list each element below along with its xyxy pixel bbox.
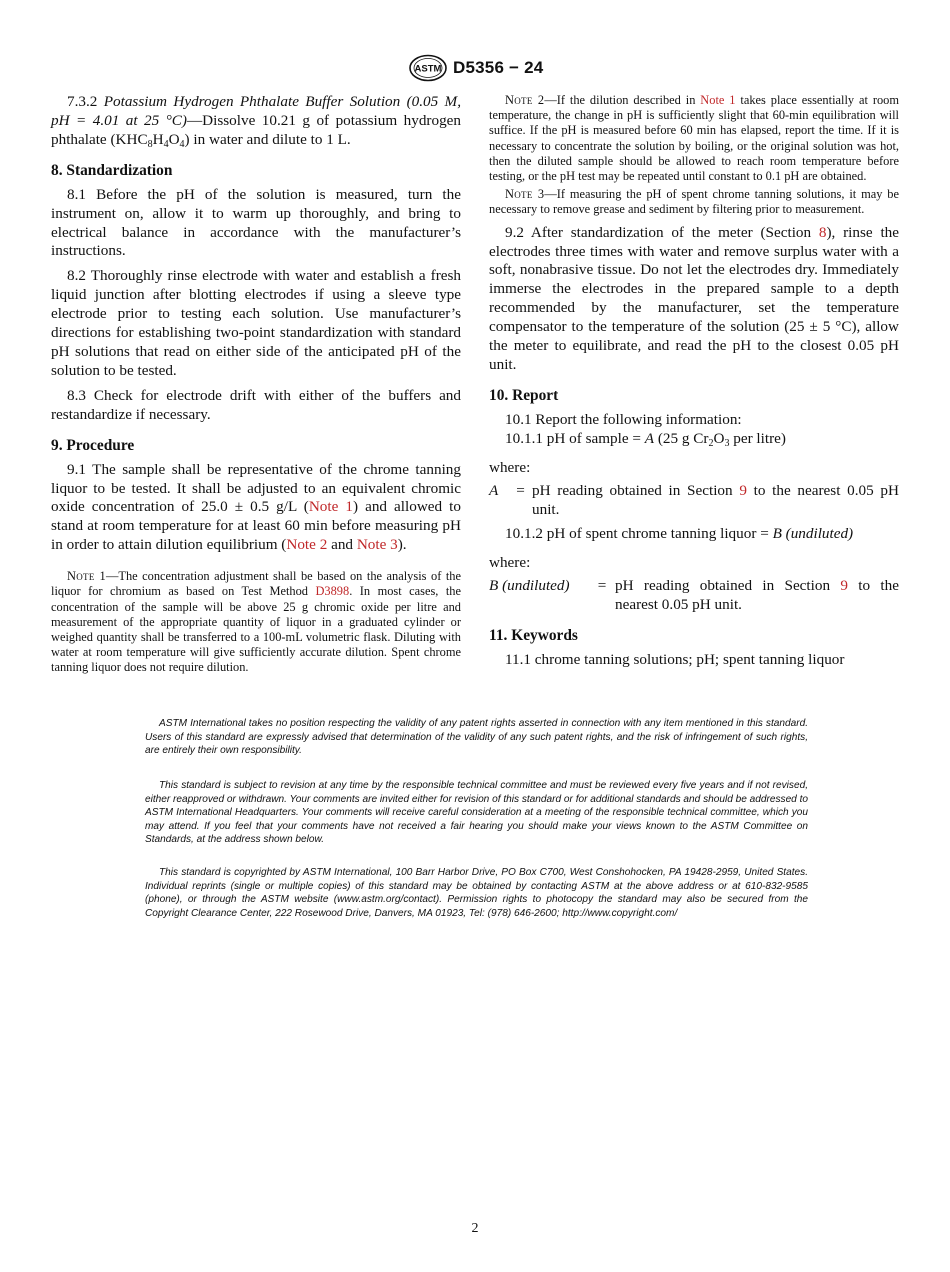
text: ) in water and dilute to 1 L.: [184, 130, 351, 148]
d3898-link[interactable]: D3898: [315, 584, 350, 599]
paragraph-9-2: [489, 224, 899, 375]
text: pH reading obtained in Section: [532, 481, 740, 499]
page-number: 2: [471, 1221, 479, 1236]
right-column: [489, 93, 899, 670]
section-9-link[interactable]: 9: [739, 481, 747, 499]
section-9-link[interactable]: 9: [840, 577, 848, 595]
note-label: Note 2: [505, 93, 545, 107]
subscript: 4: [179, 138, 185, 150]
paragraph-11-1: 11.1 chrome tanning solutions; pH; spent tanning liquor: [505, 651, 845, 669]
copyright-notice: This standard is copyrighted by ASTM International, 100 Barr Harbor Drive, PO Box C700, West Conshohocken, PA 19428-2959, United States. Individual reprints (single or multiple copies) of this standard may be obtained by contacting ASTM at the above address or at 610-832-9585 (phone), or through the ASTM website (www.astm.org/contact). Permission rights to photocopy the standard may also be secured from the Copyright Clearance Center, 222 Rosewood Drive, Danvers, MA 01923, Tel: (978) 646-2600; http://www.copyright.com/: [145, 867, 808, 919]
text: 9.2 After standardization of the meter (Section: [505, 223, 819, 241]
section-heading-10: 10. Report: [489, 386, 559, 404]
text: —The concentration adjustment shall be based on the analysis of the liquor for chromium as based on Test Method: [51, 569, 461, 599]
text: H: [152, 130, 164, 148]
text: O: [168, 130, 180, 148]
equals-sign: =: [597, 577, 607, 595]
subscript: 3: [724, 437, 730, 449]
definition-term: B (undiluted): [489, 577, 570, 595]
astm-logo-icon: [408, 54, 448, 82]
definition-b: [489, 577, 899, 615]
definition-text: [532, 482, 899, 520]
definition-a: [489, 482, 899, 520]
text: and: [327, 536, 357, 554]
note-2-link[interactable]: Note 2: [286, 536, 328, 554]
paragraph-9-1: [51, 461, 461, 556]
text: per litre): [729, 429, 786, 447]
text: —If measuring the pH of spent chrome tanning solutions, it may be necessary to remove grease and sediment by filtering prior to measurement.: [489, 187, 899, 217]
text: —If the dilution described in: [544, 93, 701, 107]
text: 10.1.1 pH of sample =: [505, 429, 645, 447]
definition-term: A: [489, 481, 499, 499]
paragraph-10-1-1: [489, 430, 899, 449]
text: Dissolve 10.21 g of potassium hydrogen phthalate (KHC: [51, 111, 461, 148]
page-header: [0, 54, 950, 84]
variable: A: [644, 429, 655, 447]
text: to the nearest 0.05 pH unit.: [615, 577, 899, 614]
note-label: Note 3: [505, 187, 545, 202]
section-8-link[interactable]: 8: [818, 223, 827, 241]
document-designation: D5356 − 24: [453, 58, 544, 77]
subscript: 8: [147, 138, 153, 150]
text: (25 g Cr: [654, 429, 709, 447]
left-column: [51, 93, 461, 679]
subscript: 2: [708, 437, 714, 449]
note-1: [51, 569, 461, 675]
paragraph-8-3: 8.3 Check for electrode drift with either of the buffers and restandardize if necessary.: [51, 386, 461, 423]
paragraph-8-2: 8.2 Thoroughly rinse electrode with water and establish a fresh liquid junction after blotting electrodes if using a sleeve type electrode prior to testing each solution. Use manufacturer’s directions for establishing two-point standardization with standard pH solutions that read on either side of the anticipated pH of the solution to be tested.: [51, 267, 461, 379]
subscript: 4: [163, 138, 169, 150]
note-3-link[interactable]: Note 3: [356, 536, 398, 554]
text: ).: [397, 536, 407, 554]
note-1-link[interactable]: Note 1: [700, 93, 736, 107]
section-heading-11: 11. Keywords: [489, 627, 578, 645]
where-label: where:: [489, 458, 531, 476]
revision-notice: This standard is subject to revision at any time by the responsible technical committee and must be reviewed every five years and if not revised, either reapproved or withdrawn. Your comments are invited either for revision of this standard or for additional standards and should be addressed to ASTM International Headquarters. Your comments will receive careful consideration at a meeting of the responsible technical committee, which you may attend. If you feel that your comments have not received a fair hearing you should make your views known to the ASTM Committee on Standards, at the address shown below.: [145, 780, 809, 846]
note-1-link[interactable]: Note 1: [308, 498, 353, 516]
dash: —: [186, 111, 203, 129]
text: ) and allowed to stand at room temperature for at least 60 min before measuring pH in order to attain dilution equilibrium (: [51, 498, 461, 554]
section-heading-9: 9. Procedure: [51, 436, 135, 454]
equals-sign: =: [516, 481, 525, 499]
text: to the nearest 0.05 pH unit.: [532, 481, 899, 518]
text: takes place essentially at room temperature, the change in pH is sufficiently slight that 60-min equilibration will suffice. If the pH is measured before 60 min has elapsed, report the time. If it is necessary to concentrate the solution by boiling, or the original solution was hot, then the diluted sample should be allowed to reach room temperature before testing, or the pH test may be repeated until constant to 0.1 pH are obtained.: [489, 93, 899, 184]
where-label: where:: [489, 554, 531, 572]
paragraph-10-1: 10.1 Report the following information:: [505, 410, 742, 428]
paragraph-10-1-2: [489, 525, 899, 544]
paragraph-7-3-2: [51, 93, 461, 150]
clause-number: 7.3.2: [67, 93, 98, 110]
patent-notice: ASTM International takes no position respecting the validity of any patent rights asserted in connection with any item mentioned in this standard. Users of this standard are expressly advised that determination of the validity of any such patent rights, and the risk of infringement of such rights, are entirely their own responsibility.: [145, 718, 808, 757]
astm-logo-lettering: ASTM: [414, 63, 442, 75]
paragraph-8-1: 8.1 Before the pH of the solution is measured, turn the instrument on, allow it to warm up thoroughly, and bring to electrical balance in accordance with the manufacturer’s instructions.: [51, 185, 461, 260]
text: 9.1 The sample shall be representative of the chrome tanning liquor to be tested. It shall be adjusted to an equivalent chromic oxide concentration of 25.0 ± 0.5 g/L (: [51, 460, 461, 516]
text: ), rinse the electrodes three times with water and remove surplus water with a soft, nonabrasive tissue. Do not let the electrodes dry. Immediately immerse the electrodes in the prepared sample to a depth recommended by the manufacturer, set the temperature compensator to the temperature of the solution (25 ± 5 °C), allow the meter to equilibrate, and read the pH to the closest 0.05 pH unit.: [489, 223, 899, 373]
variable: B (undiluted): [772, 525, 854, 543]
text: O: [713, 429, 725, 447]
note-3: [489, 187, 899, 217]
text: pH reading obtained in Section: [615, 577, 841, 595]
clause-title: Potassium Hydrogen Phthalate Buffer Solution (0.05 M, pH = 4.01 at 25 °C): [51, 93, 462, 129]
note-2: [489, 93, 899, 184]
text: 10.1.2 pH of spent chrome tanning liquor =: [505, 525, 773, 543]
note-label: Note 1: [67, 569, 106, 584]
definition-text: [615, 577, 899, 615]
text: . In most cases, the concentration of the sample will be above 25 g chromic oxide per litre and measurement of the appropriate quantity of liquor in a graduated cylinder or weighed quantity shall be transferred to a 100-mL volumetric flask. Diluting with water at room temperature will give sufficiently accurate dilution. Spent chrome tanning liquor does not require dilution.: [51, 584, 461, 675]
section-heading-8: 8. Standardization: [51, 161, 173, 179]
